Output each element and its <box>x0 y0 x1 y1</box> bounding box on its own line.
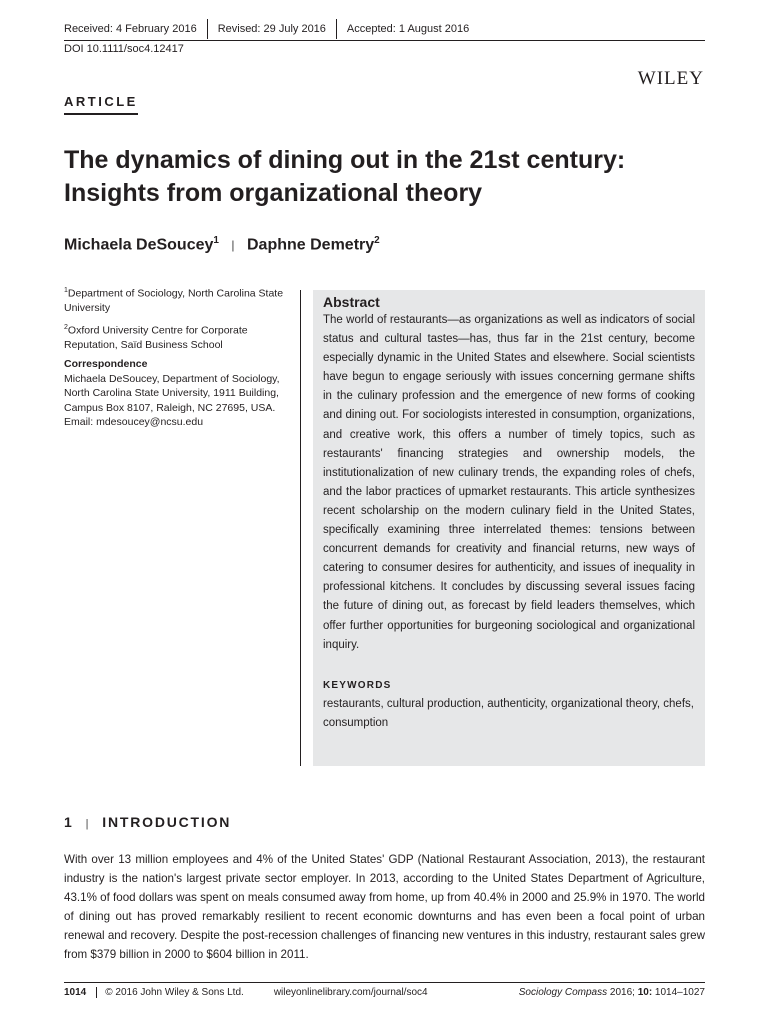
section-heading <box>64 814 231 830</box>
section-title: INTRODUCTION <box>102 814 232 830</box>
correspondence-text <box>64 372 296 430</box>
affiliation-1 <box>64 284 296 316</box>
abstract-box <box>313 290 705 766</box>
correspondence-email[interactable]: Email: mdesoucey@ncsu.edu <box>64 416 204 428</box>
received-date: Received: 4 February 2016 <box>64 23 197 35</box>
column-divider <box>300 290 301 766</box>
author-list <box>64 235 380 254</box>
author-affiliation-marker: 1 <box>213 235 219 246</box>
journal-name: Sociology Compass <box>518 987 608 998</box>
journal-pages: 1014–1027 <box>652 987 705 998</box>
correspondence-heading: Correspondence <box>64 358 148 370</box>
title-line-1: The dynamics of dining out in the 21st century: <box>64 146 626 174</box>
article-type-label: ARTICLE <box>64 94 138 115</box>
journal-url[interactable]: wileyonlinelibrary.com/journal/soc4 <box>273 987 428 998</box>
affiliation-marker: 1 <box>64 287 68 294</box>
author-name[interactable]: Michaela DeSoucey <box>64 236 214 254</box>
publisher-logo: WILEY <box>637 68 704 89</box>
copyright: © 2016 John Wiley & Sons Ltd. <box>105 987 244 998</box>
keywords-heading: KEYWORDS <box>323 679 392 691</box>
abstract-text: The world of restaurants—as organizations as well as indicators of social status and cultural tastes—has, thus far in the 21st century, become especially dynamic in the United States and elsewhere. Social scientists have begun to engage seriously with issues concerning germane shifts in the culinary profession and the emergence of new forms of cooking and dining out. For sociologists interested in consumption, organizations, and creative work, this offers a number of timely topics, such as restaurants' financing strategies and ownership models, the institutionalization of new culinary trends, the expanding roles of chefs, and the labor practices of upmarket restaurants. This article synthesizes recent scholarship on the modern culinary field in the United States, specifically examining three interrelated themes: tensions between concurrent demands for creativity and financial returns, new ways of catering to consumer desires for authenticity, and issues of inequality in professional kitchens. It concludes by discussing several issues facing the future of dining out, as forecast by field leaders themselves, which offer further opportunities for burgeoning sociological and organizational inquiry. <box>323 314 695 651</box>
author-separator: | <box>231 238 235 253</box>
affiliations <box>64 284 296 430</box>
affiliation-text: Department of Sociology, North Carolina State University <box>64 287 284 314</box>
affiliation-2 <box>64 321 296 353</box>
title-line-2: Insights from organizational theory <box>64 179 483 207</box>
revised-date: Revised: 29 July 2016 <box>207 19 336 39</box>
article-title <box>64 144 724 210</box>
journal-year: 2016; <box>607 987 638 998</box>
journal-citation <box>519 987 705 998</box>
section-number: 1 <box>64 814 74 830</box>
intro-paragraph: With over 13 million employees and 4% of the United States' GDP (National Restaurant Association, 2013), the restaurant industry is the nation's largest private sector employer. In 2013, according to the United States Department of Agriculture, 43.1% of food dollars was spent on meals consumed away from home, up from 40.4% in 2000 and 25.9% in 1970. The world of dining out has proved remarkably resilient to recent economic downturns and has even been a focal point of urban renewal and recovery. Despite the post-recession challenges of financing new ventures in this industry, restaurant sales grew from $379 billion in 2000 to $604 billion in 2011. <box>64 853 705 962</box>
keywords-text: restaurants, cultural production, authenticity, organizational theory, chefs, consumption <box>323 697 694 729</box>
page-number: 1014 <box>64 987 97 998</box>
author-affiliation-marker: 2 <box>374 235 380 246</box>
author-name[interactable]: Daphne Demetry <box>247 236 375 254</box>
affiliation-text: Oxford University Centre for Corporate Reputation, Saïd Business School <box>64 324 248 351</box>
history-dates <box>64 18 705 41</box>
section-separator: | <box>85 818 91 830</box>
affiliation-marker: 2 <box>64 323 68 331</box>
abstract-heading: Abstract <box>323 294 380 310</box>
correspondence-address: Michaela DeSoucey, Department of Sociology, North Carolina State University, 1911 Building, Campus Box 8107, Raleigh, NC 27695, USA. <box>64 372 280 414</box>
page-footer <box>64 982 705 998</box>
accepted-date: Accepted: 1 August 2016 <box>336 19 479 39</box>
journal-volume: 10: <box>637 987 653 998</box>
doi[interactable]: DOI 10.1111/soc4.12417 <box>64 43 184 55</box>
